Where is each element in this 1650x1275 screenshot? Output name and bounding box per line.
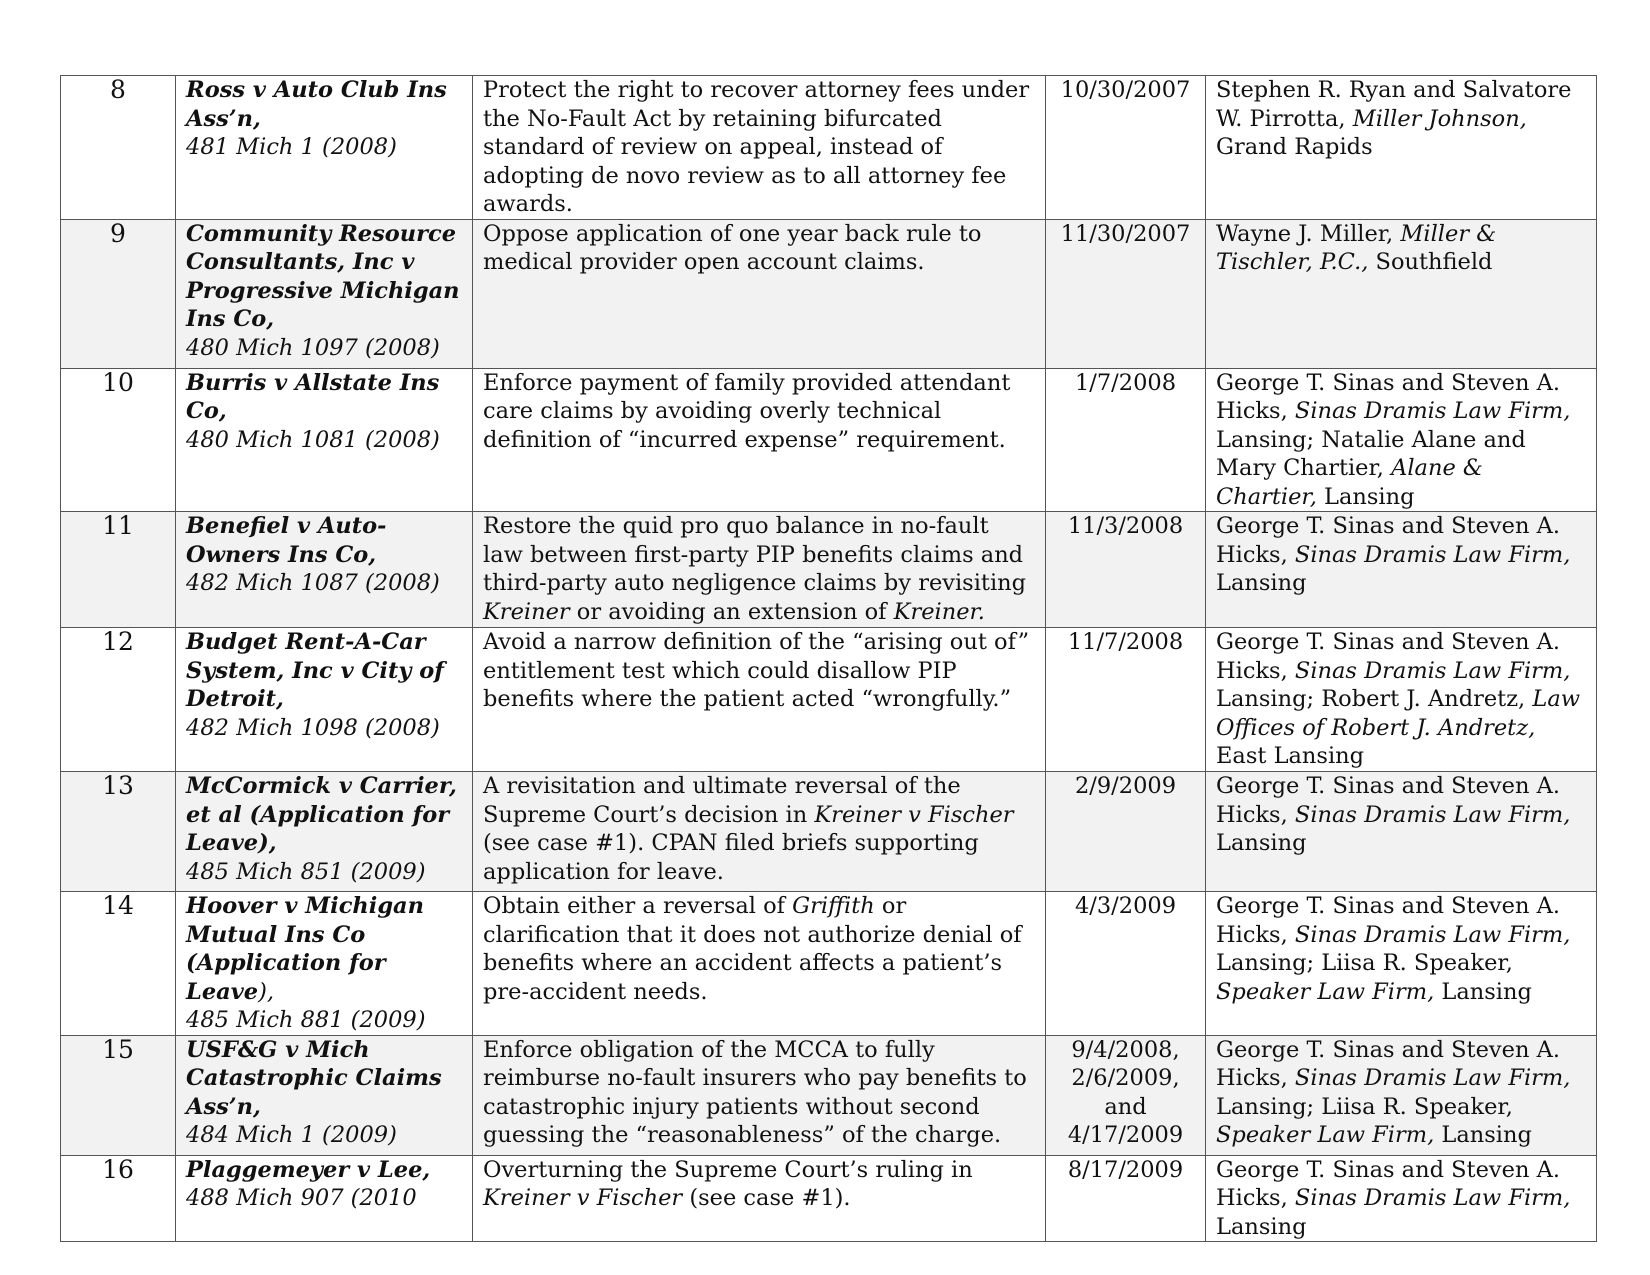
- purpose-text: or avoiding an extension of: [569, 598, 894, 625]
- counsel-text: Sinas Dramis Law Firm,: [1294, 921, 1571, 948]
- case-cell: [176, 772, 473, 892]
- table-row: [61, 1035, 1597, 1155]
- purpose-text: (see case #1). CPAN filed briefs supporting application for leave.: [483, 830, 979, 885]
- case-number: 10: [61, 368, 176, 512]
- counsel: [1206, 772, 1597, 892]
- case-citation: 481 Mich 1 (2008): [186, 134, 397, 160]
- counsel-text: Sinas Dramis Law Firm,: [1294, 1065, 1571, 1091]
- purpose-text: Kreiner v Fischer: [814, 801, 1014, 828]
- counsel-text: George T. Sinas and Steven A. Hicks,: [1216, 773, 1560, 828]
- filing-date: 4/3/2009: [1046, 892, 1206, 1036]
- counsel-text: Sinas Dramis Law Firm,: [1294, 1185, 1571, 1211]
- counsel: [1206, 1035, 1597, 1155]
- case-number: 11: [61, 512, 176, 628]
- counsel-text: Alane & Chartier,: [1216, 455, 1483, 510]
- purpose-text: A revisitation and ultimate reversal of the Supreme Court’s decision in: [483, 773, 961, 828]
- case-name: McCormick v Carrier, et al (Application for Leave),: [186, 773, 457, 856]
- purpose-text: Protect the right to recover attorney fees under the No-Fault Act by retaining bifurcated standard of review on appeal, instead of adopting de novo review as to all attorney fee awards.: [483, 77, 1030, 217]
- filing-date: 10/30/2007: [1046, 76, 1206, 220]
- counsel-text: Lansing: [1434, 1122, 1532, 1148]
- case-name: Ross v Auto Club Ins Ass’n,: [186, 77, 447, 132]
- case-cell: [176, 368, 473, 512]
- case-name: Plaggemeyer v Lee,: [186, 1156, 431, 1183]
- case-purpose: [473, 76, 1046, 220]
- table-row: [61, 219, 1597, 368]
- case-citation: 485 Mich 881 (2009): [186, 1007, 426, 1033]
- case-rows: [61, 76, 1597, 1242]
- case-name-line: [186, 1156, 462, 1185]
- table-row: [61, 512, 1597, 628]
- counsel-text: George T. Sinas and Steven A. Hicks,: [1216, 629, 1560, 684]
- counsel-text: Stephen R. Ryan and Salvatore W. Pirrotta,: [1216, 77, 1572, 132]
- case-purpose: [473, 512, 1046, 628]
- counsel-text: East Lansing: [1216, 743, 1365, 769]
- counsel: [1206, 512, 1597, 628]
- case-cell: [176, 512, 473, 628]
- case-purpose: [473, 1155, 1046, 1242]
- case-citation: 482 Mich 1087 (2008): [186, 570, 440, 596]
- case-number: 12: [61, 628, 176, 772]
- case-citation: 488 Mich 907 (2010: [186, 1185, 417, 1211]
- filing-date: 11/3/2008: [1046, 512, 1206, 628]
- table-row: [61, 1155, 1597, 1242]
- counsel-text: George T. Sinas and Steven A. Hicks,: [1216, 1036, 1560, 1091]
- counsel-text: Sinas Dramis Law Firm,: [1294, 398, 1571, 424]
- counsel-text: Lansing: [1316, 483, 1415, 510]
- table-row: [61, 772, 1597, 892]
- amicus-cases-table: [60, 75, 1597, 1242]
- case-citation: 480 Mich 1097 (2008): [186, 334, 440, 361]
- counsel-text: Lansing; Robert J. Andretz,: [1216, 686, 1533, 712]
- filing-date-line: 9/4/2008,: [1071, 1036, 1180, 1063]
- case-name-tail: ),: [258, 978, 275, 1005]
- counsel: [1206, 628, 1597, 772]
- case-purpose: [473, 628, 1046, 772]
- counsel-text: Grand Rapids: [1216, 134, 1373, 160]
- table-row: [61, 892, 1597, 1036]
- case-cell: [176, 1155, 473, 1242]
- counsel: [1206, 76, 1597, 220]
- case-name: Budget Rent-A-Car System, Inc v City of Detroit,: [186, 629, 444, 712]
- case-cell: [176, 1035, 473, 1155]
- counsel-text: George T. Sinas and Steven A. Hicks,: [1216, 1156, 1560, 1211]
- filing-date: 2/9/2009: [1046, 772, 1206, 892]
- counsel-text: Lansing: [1434, 978, 1532, 1005]
- table-row: [61, 628, 1597, 772]
- filing-date-line: and: [1104, 1093, 1147, 1120]
- counsel-text: George T. Sinas and Steven A. Hicks,: [1216, 369, 1560, 424]
- counsel-text: Lansing; Natalie Alane and Mary Chartier,: [1216, 426, 1526, 481]
- case-number: 8: [61, 76, 176, 220]
- case-citation: 485 Mich 851 (2009): [186, 858, 426, 885]
- counsel-text: Wayne J. Miller,: [1216, 220, 1401, 247]
- filing-date-line: 4/17/2009: [1067, 1122, 1184, 1148]
- counsel: [1206, 1155, 1597, 1242]
- table-row: [61, 76, 1597, 220]
- case-name-line: [186, 512, 462, 569]
- purpose-text: Obtain either a reversal of: [483, 893, 793, 919]
- purpose-text: Enforce obligation of the MCCA to fully reimburse no-fault insurers who pay benefits to catastrophic injury patients without second guessing the “reasonableness” of the charge.: [483, 1036, 1027, 1148]
- case-number: 14: [61, 892, 176, 1036]
- counsel: [1206, 219, 1597, 368]
- counsel-text: Sinas Dramis Law Firm,: [1294, 801, 1571, 828]
- case-name-line: [186, 892, 462, 1006]
- case-name-line: [186, 628, 462, 714]
- case-citation: 480 Mich 1081 (2008): [186, 426, 440, 453]
- case-name: Benefiel v Auto-Owners Ins Co,: [186, 513, 387, 568]
- case-cell: [176, 76, 473, 220]
- case-purpose: [473, 1035, 1046, 1155]
- case-name: USF&G v Mich Catastrophic Claims Ass’n,: [186, 1036, 442, 1120]
- counsel-text: George T. Sinas and Steven A. Hicks,: [1216, 893, 1560, 948]
- counsel-text: Speaker Law Firm,: [1216, 978, 1435, 1005]
- case-name-line: [186, 772, 462, 858]
- case-number: 9: [61, 219, 176, 368]
- purpose-text: Avoid a narrow definition of the “arising out of” entitlement test which could disallow PIP benefits where the patient acted “wrongfully.”: [483, 629, 1030, 712]
- case-purpose: [473, 892, 1046, 1036]
- purpose-text: or clarification that it does not authorize denial of benefits where an accident affects a patient’s pre-accident needs.: [483, 893, 1022, 1005]
- purpose-text: Restore the quid pro quo balance in no-fault law between first-party PIP benefits claims and third-party auto negligence claims by revisiting: [483, 513, 1027, 596]
- case-name-line: [186, 220, 462, 334]
- counsel-text: Miller Johnson,: [1352, 105, 1527, 132]
- case-number: 16: [61, 1155, 176, 1242]
- counsel: [1206, 368, 1597, 512]
- case-number: 13: [61, 772, 176, 892]
- case-cell: [176, 628, 473, 772]
- case-name: Community Resource Consultants, Inc v Progressive Michigan Ins Co,: [186, 220, 460, 332]
- purpose-text: Kreiner v Fischer: [483, 1185, 683, 1211]
- purpose-text: Kreiner: [483, 598, 570, 625]
- purpose-text: Oppose application of one year back rule to medical provider open account claims.: [483, 220, 982, 275]
- case-cell: [176, 219, 473, 368]
- counsel-text: Southfield: [1368, 249, 1493, 275]
- filing-date: 11/7/2008: [1046, 628, 1206, 772]
- case-name: Hoover v Michigan Mutual Ins Co (Application for Leave: [186, 893, 424, 1005]
- counsel-text: Lansing; Liisa R. Speaker,: [1216, 950, 1513, 976]
- counsel-text: Sinas Dramis Law Firm,: [1294, 657, 1571, 684]
- purpose-text: Overturning the Supreme Court’s ruling in: [483, 1156, 973, 1183]
- case-purpose: [473, 368, 1046, 512]
- case-citation: 484 Mich 1 (2009): [186, 1122, 397, 1148]
- case-purpose: [473, 219, 1046, 368]
- case-name-line: [186, 76, 462, 133]
- filing-date: 1/7/2008: [1046, 368, 1206, 512]
- case-citation: 482 Mich 1098 (2008): [186, 714, 440, 741]
- case-cell: [176, 892, 473, 1036]
- case-name-line: [186, 1036, 462, 1122]
- counsel-text: Sinas Dramis Law Firm,: [1294, 541, 1571, 568]
- filing-date-line: 2/6/2009,: [1071, 1065, 1180, 1091]
- counsel: [1206, 892, 1597, 1036]
- purpose-text: Griffith: [792, 893, 875, 919]
- purpose-text: Kreiner.: [893, 598, 985, 625]
- counsel-text: Lansing: [1216, 830, 1307, 856]
- counsel-text: Law Offices of Robert J. Andretz,: [1216, 686, 1580, 741]
- filing-date: [1046, 1035, 1206, 1155]
- purpose-text: (see case #1).: [682, 1185, 851, 1211]
- case-name: Burris v Allstate Ins Co,: [186, 369, 440, 424]
- filing-date: 8/17/2009: [1046, 1155, 1206, 1242]
- counsel-text: Lansing: [1216, 570, 1307, 596]
- counsel-text: Lansing: [1216, 1213, 1307, 1240]
- case-name-line: [186, 369, 462, 426]
- counsel-text: Miller & Tischler, P.C.,: [1216, 220, 1497, 275]
- table-row: [61, 368, 1597, 512]
- filing-date: 11/30/2007: [1046, 219, 1206, 368]
- counsel-text: Speaker Law Firm,: [1216, 1122, 1435, 1148]
- case-purpose: [473, 772, 1046, 892]
- counsel-text: Lansing; Liisa R. Speaker,: [1216, 1093, 1513, 1120]
- page: [60, 75, 1597, 1242]
- counsel-text: George T. Sinas and Steven A. Hicks,: [1216, 513, 1560, 568]
- purpose-text: Enforce payment of family provided attendant care claims by avoiding overly technical definition of “incurred expense” requirement.: [483, 369, 1011, 453]
- case-number: 15: [61, 1035, 176, 1155]
